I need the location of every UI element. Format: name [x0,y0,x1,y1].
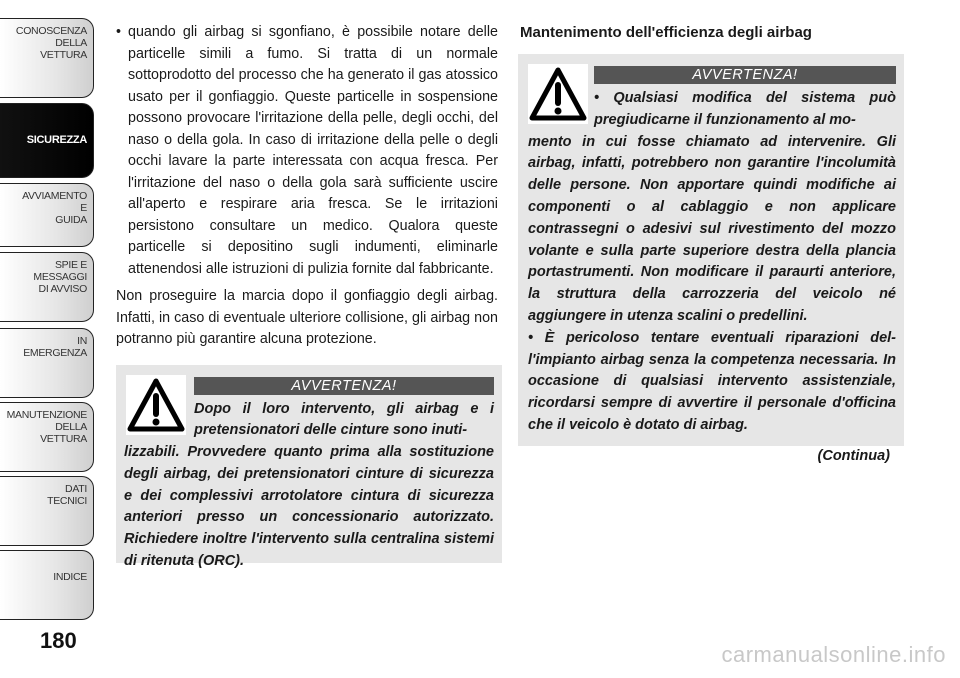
warning-text-2: • È pericoloso tentare eventuali riparazioni del-l'impianto airbag senza la competenza necessaria. In occasione di qualsiasi intervento assistenziale, ricordarsi sempre di avvertire il personale d'officina che il veicolo è dotato di airbag. [528,329,896,433]
tab-avviamento-e-guida[interactable]: AVVIAMENTO E GUIDA [0,183,94,247]
chapter-tabs [0,0,98,640]
left-column [116,22,498,570]
section-title: Mantenimento dell'efficienza degli airbag [520,24,812,41]
tab-indice[interactable]: INDICE [0,550,94,620]
page-number: 180 [40,628,77,653]
warning-lead: • Qualsiasi modifica del sistema può pregiudicarne il funzionamento al mo- [594,90,896,128]
tab-sicurezza[interactable]: SICUREZZA [0,103,94,178]
warning-body-1: mento in cui fosse chiamato ad intervenire. Gli airbag, infatti, potrebbero non garantire l'incolumità delle persone. Non apportare quindi modifiche ai componenti o al cablaggio e non applicare contrassegni o adesivi sul rivestimento del mozzo volante e sulla parte superiore destra della plancia portastrumenti. Non modificare il paraurti anteriore, la struttura della carrozzeria del veicolo né aggiungere in utenza scalini o predellini. [528,133,896,324]
warning-triangle-icon [126,375,186,435]
tab-spie-e-messaggi[interactable]: SPIE E MESSAGGI DI AVVISO [0,252,94,322]
warning-triangle-icon [528,64,588,124]
tab-in-emergenza[interactable]: IN EMERGENZA [0,328,94,398]
warning-heading: AVVERTENZA! [594,66,896,84]
tab-manutenzione-della-vettura[interactable]: MANUTENZIONE DELLA VETTURA [0,402,94,472]
body-paragraph: Non proseguire la marcia dopo il gonfiaggio degli airbag. Infatti, in caso di eventuale ulteriore collisione, gli airbag non potranno più garantire alcuna protezione. [116,288,498,347]
right-column [518,22,902,464]
warning-body: lizzabili. Provvedere quanto prima alla sostituzione degli airbag, dei pretensionatori cinture di sicurezza e dei complessivi arrotolatore cintura di sicurezza anteriori presso un concessionario autorizzato. Richiedere inoltre l'intervento sulla centralina sistemi di ritenuta (ORC). [124,444,494,570]
warning-lead: Dopo il loro intervento, gli airbag e i pretensionatori delle cinture sono inuti- [194,400,494,439]
watermark: carmanualsonline.info [721,642,946,667]
bullet-text: quando gli airbag si sgonfiano, è possibile notare delle particelle simili a fumo. Si tratta di un normale sottoprodotto del processo che ha generato il gas atossico usato per il gonfiaggio. Queste particelle in sospensione possono provocare l'irritazione della pelle, degli occhi, del naso o della gola. In caso di irritazione della pelle o degli occhi lavare la parte interessata con acqua fresca. Per l'irritazione del naso o della gola sarà sufficiente uscire all'aperto e respirare aria fresca. Se le irritazioni persistono consultare un medico. Qualora queste particelle si depositino sugli indumenti, eliminarle attenendosi alle istruzioni di pulizia fornite dal fabbricante. [128,24,498,277]
bullet-dot-icon: • [116,24,122,40]
warning-heading: AVVERTENZA! [194,377,494,395]
tab-dati-tecnici[interactable]: DATI TECNICI [0,476,94,546]
warning-box [518,54,904,446]
bullet-item [116,22,498,280]
warning-box [116,365,502,570]
continued-label: (Continua) [817,448,890,464]
tab-conoscenza-della-vettura[interactable]: CONOSCENZA DELLA VETTURA [0,18,94,98]
